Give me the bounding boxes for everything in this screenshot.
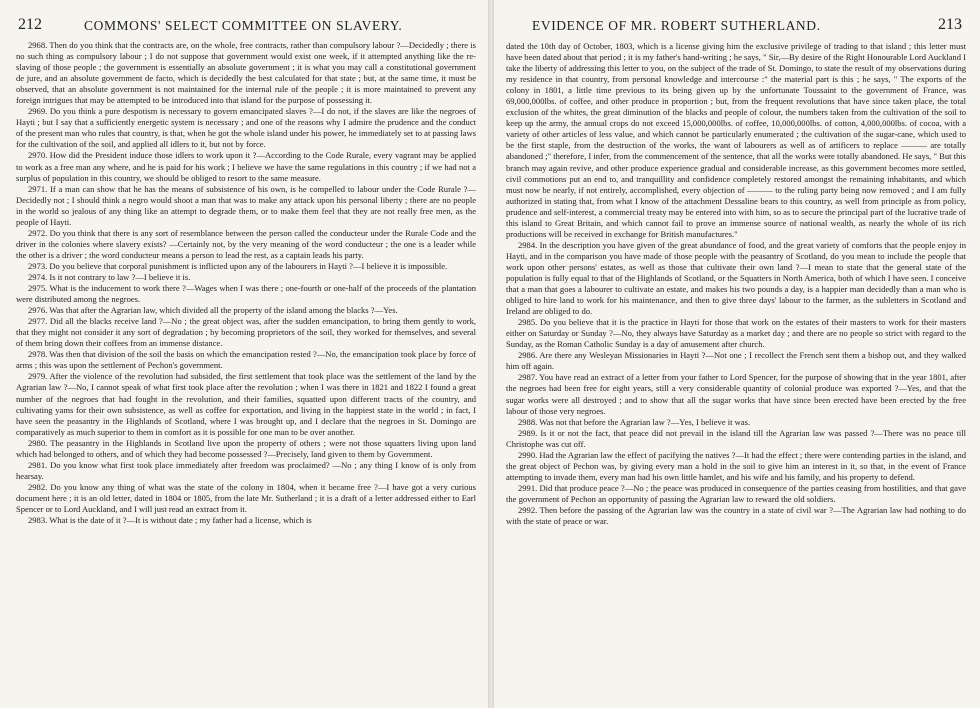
left-page-header — [18, 16, 474, 36]
left-page-text — [16, 40, 476, 700]
paragraph: 2976. Was that after the Agrarian law, which divided all the property of the island among the blacks ?—Yes. — [28, 305, 398, 316]
paragraph: 2988. Was not that before the Agrarian law ?—Yes, I believe it was. — [518, 416, 751, 427]
left-page-number: 212 — [18, 16, 42, 33]
right-page — [494, 0, 980, 708]
paragraph: 2989. Is it or not the fact, that peace did not prevail in the island till the Agrarian law was passed ?—There was no peace till Christophe was cut off. — [506, 427, 966, 449]
paragraph: 2979. After the violence of the revolution had subsided, the first settlement that took place was the settlement of the land by the Agrarian law ?—No, I cannot speak of what first took place after the revolution ; when I was there in 1821 and 1822 I found a great number of the negroes that had fought in the revolution, and their families, squatted upon different tracts of the country, and cultivating yams for their own subsistence, as well as coffee for exportation, and living in the happiest state in the world ; in fact, I have seen the peasantry in the Highlands of Scotland, where I was brought up, and I declare that the negroes in St. Domingo are comparatively as much superior to them in comfort as it is possible for one man to be over another. — [16, 371, 476, 437]
paragraph: 2982. Do you know any thing of what was the state of the colony in 1804, when it became free ?—I have got a very curious document here ; it is an old letter, dated in 1804 or 1805, from the late Mr. Sutherland ; it is a draft of a letter addressed either to Earl Spencer or to Lord Auckland, and I will just read an extract from it. — [16, 481, 476, 514]
paragraph: 2992. Then before the passing of the Agrarian law was the country in a state of civil war ?—The Agrarian law had nothing to do with the state of peace or war. — [506, 504, 966, 527]
paragraph: 2975. What is the inducement to work there ?—Wages when I was there ; one-fourth or one-half of the proceeds of the plantation were distributed among the negroes. — [16, 283, 476, 305]
paragraph: 2980. The peasantry in the Highlands in Scotland live upon the property of others ; were not those squatters living upon land which had belonged to others, and of which they had become possessed ?—Precisely, land given to them by Government. — [16, 437, 476, 459]
paragraph: 2991. Did that produce peace ?—No ; the peace was produced in consequence of the parties ceasing from hostilities, and that gave the government of Pechon an opportunity of passing the Agrarian law to reward the old soldiers. — [506, 482, 966, 504]
paragraph: 2977. Did all the blacks receive land ?—No ; the great object was, after the sudden emancipation, to bring them gently to work, that they might not consider it any sort of degradation ; by becoming proprietors of the soil, they worked for themselves, and several of them bring down their coffees from an immense distance. — [16, 316, 476, 349]
paragraph: 2986. Are there any Wesleyan Missionaries in Hayti ?—Not one ; I recollect the French sent them a bishop out, and they walked him off again. — [506, 350, 966, 372]
left-page — [0, 0, 488, 708]
paragraph: 2981. Do you know what first took place immediately after freedom was proclaimed? —No ; any thing I know of is only from hearsay. — [16, 459, 476, 481]
paragraph: 2978. Was then that division of the soil the basis on which the emancipation rested ?—No, the emancipation took place by force of arms ; this was upon the settlement of Pechon's government. — [16, 349, 476, 371]
paragraph: 2987. You have read an extract of a letter from your father to Lord Spencer, for the purpose of showing that in the year 1801, after the negroes had been free for eight years, still a very considerable quantity of colonial produce was exported ?—Yes, and that the sugar works were all destroyed ; and to show that all the sugar works that have since been erected have been erected by the free labour of those very negroes. — [506, 372, 966, 416]
paragraph: 2970. How did the President induce those idlers to work upon it ?—According to the Code Rurale, every vagrant may be applied to work as a free man any where, and he is paid for his work ; I believe we have the same regulations in this country ; if we had not a surplus of population in this country, we should be obliged to resort to the same measure. — [16, 150, 476, 183]
left-running-head: COMMONS' SELECT COMMITTEE ON SLAVERY. — [84, 18, 403, 33]
paragraph: 2972. Do you think that there is any sort of resemblance between the person called the conducteur under the Rurale Code and the driver in the colonies where slavery exists? —Certainly not, by the very meaning of the word conducteur ; the one is a leader while the other is a driver ; the word conducteur means a person to lead the rest, as a captain leads his party. — [16, 227, 476, 260]
paragraph: 2974. Is it not contrary to law ?—I believe it is. — [28, 271, 191, 282]
paragraph: 2973. Do you believe that corporal punishment is inflicted upon any of the labourers in Hayti ?—I believe it is impossible. — [28, 260, 448, 271]
paragraph: 2969. Do you think a pure despotism is necessary to govern emancipated slaves ?—I do not, if the slaves are like the negroes of Hayti ; but I say that a sufficiently energetic system is necessary ; and one of the reasons why I admire the prudence and the conduct of the present man who rules that country, is that, when he got the whole island under his power, he immediately set to at passing laws for the cultivation of the soil, and applied all idlers to it, but not by force. — [16, 106, 476, 150]
paragraph: 2971. If a man can show that he has the means of subsistence of his own, is he compelled to labour under the Code Rurale ?—Decidedly not ; I should think a negro would shoot a man that was to make any attack upon his personal liberty ; there are no people in the world so jealous of any thing like an attempt to degrade them, or to make them feel that they are not really free men, as the people of Hayti. — [16, 183, 476, 227]
paragraph: 2985. Do you believe that it is the practice in Hayti for those that work on the estates of their masters to work for their masters either on Saturday or Sunday ?—No, they always have Saturday as a market day ; and there are no people so strict with regard to the Sunday, as the Roman Catholic Sunday is a day of amusement after church. — [506, 317, 966, 350]
right-page-number: 213 — [938, 16, 962, 33]
paragraph: 2968. Then do you think that the contracts are, on the whole, free contracts, rather than compulsory labour ?—Decidedly ; there is no such thing as compulsory labour ; I do not suppose that government would exist one week, if it attempted anything like the re-slaving of those people ; the government is essentially an absolute government ; it is what you may call a constitutional government de jure, and an absolute government de facto, which is decidedly the best calculated for that state ; but, at the same time, it must be observed, that an absolute government is not maintained for the internal rule of the people ; it is more maintained to prevent any foreign intrigues that may be attempted to be introduced into that island for the purpose of possessing it. — [16, 40, 476, 106]
paragraph: 2984. In the description you have given of the great abundance of food, and the great variety of comforts that the people enjoy in Hayti, and in the comparison you have made of those people with the peasantry of Scotland, do you mean to include the people that work upon other persons' estates, as well as those that cultivate their own land ?—I mean to state that the general state of the population is fully equal to that of the Highlands of Scotland, or the Squatters in North America, both of which I have seen. I conceive that a man that goes a labourer to cultivate an estate, and makes his two pounds a day, is a happier man decidedly than a man who is obliged to hire land to work for his maintenance, and then to give three days' labour to the farmer, as the subletters in Scotland and Ireland are obliged to do. — [506, 239, 966, 317]
paragraph: 2983. What is the date of it ?—It is without date ; my father had a license, which is — [28, 515, 312, 526]
right-page-text — [506, 41, 966, 700]
paragraph: dated the 10th day of October, 1803, which is a license giving him the exclusive privilege of trading to that island ; this letter must have been dated about that period ; it is my father's hand-writing ; he says, " Sir,—By desire of the Right Honourable Lord Auckland I take the liberty of addressing this letter to you, on the subject of the trade of St. Domingo, to state the result of my observations during my residence in that country, from personal knowledge and intercourse :" the material part is this ; he says, " The exports of the colony in 1801, a little time previous to its being given up by the unfortunate Toussaint to the government of France, was 69,000,000lbs. of coffee, and other produce in proportion ; but, from the frequent revolutions that have since taken place, the total exclusion of the whites, the great diminution of the blacks and people of colour, the numbers taken from the cultivation of the soil to keep up the army, the annual crops do not exceed 15,000,000lbs. of coffee, 10,000,000lbs. of cotton, 4,000,000lbs. of cocoa, with a variety of other articles of less value, and which cannot be particularly enumerated ; the cultivation of the sugar-cane, which used to be the first staple, from the destruction of the works, the want of labourers as well as of artificers to replace ——— are totally abandoned ;" therefore, I infer, from the commencement of the sentence, that all the works were totally abandoned. He says, " But this branch may again revive, and other produce experience gradual and considerable increase, as this government becomes more settled, civil commotions put an end to, and tranquillity and confidence completely restored amongst the remaining inhabitants, and which must now be nearly, if not entirely, accomplished, every objection of ——— to the ruling party being now removed ; and I am fully authorized in stating that, from what I know of the attachment Dessaline bears to this country, as well from principle as from policy, prudence and self-interest, a commercial treaty may be entered into with him, so as to secure the principal part of the lucrative trade of this island to Great Britain, and which cannot fail to prove an immense source of national wealth, as nearly the whole of its rich productions will be received in exchange for British manufactures." — [506, 41, 966, 239]
right-running-head: EVIDENCE OF MR. ROBERT SUTHERLAND. — [532, 18, 821, 33]
paragraph: 2990. Had the Agrarian law the effect of pacifying the natives ?—It had the effect ; there were contending parties in the island, and the great object of Pechon was, by giving every man a hold in the soil to give him an interest in it, so that, in the event of France attempting to invade them, every man had his own little hamlet, and his wife and his family, and his property to defend. — [506, 449, 966, 482]
right-page-header — [512, 16, 966, 36]
